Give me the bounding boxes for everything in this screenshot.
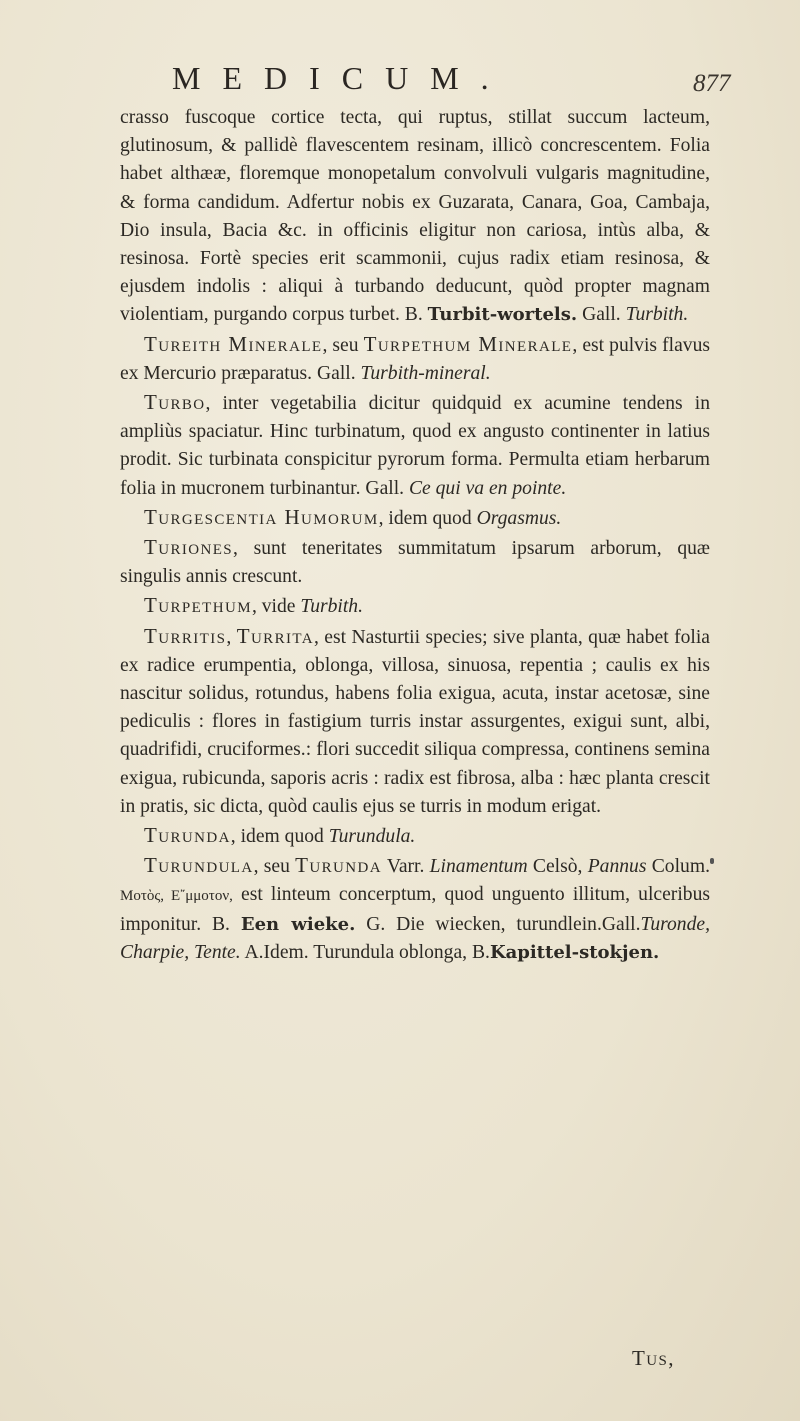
entry-turbo: Turbo, inter vegetabilia dicitur quidquid ex acumine tendens in ampliùs spaciatur. Hinc turbinatum, quod ex angusto continenter in latius prodit. Sic turbinata conspicitur pyrorum forma. Permulta etiam herbarum folia in mucronem turbinantur. Gall. Ce qui va en pointe. [120,390,710,499]
dutch-term: Een wieke. [240,913,356,935]
headword: Tureith Minerale [144,331,323,356]
dictionary-text [120,104,710,967]
entry-turbith-continuation: crasso fuscoque cortice tecta, qui ruptus, stillat succum lacteum, glutinosum, & pallidè flavescentem resinam, illicò concrescentem. Folia habet althææ, floremque monopetalum convolvuli vulgaris magnitudine, & forma candidum. Adfertur nobis ex Guzarata, Canara, Goa, Cambaja, Dio insula, Bacia &c. in officinis eligitur non cariosa, intùs alba, & resinosa. Fortè species erit scammonii, cujus radix etiam resinosa, & ejusdem indolis : aliqui à turbando deducunt, quòd propter magnam violentiam, purgando corpus turbet. B. Turbit-wortels. Gall. Turbith. [120,107,710,326]
headword: Turritis [144,623,227,648]
french-term: Turbith. [625,304,689,326]
french-term: Turbith-mineral. [360,362,491,384]
dutch-term: Kapittel-stokjen. [489,941,660,963]
headword: Turiones [144,535,234,560]
entry-turundula: Turundula, seu Turunda Varr. Linamentum Celsò, Pannus Colum. Μοτὸς, Ε῎μμοτον, est linteum concerptum, quod unguento illitum, ulceribus imponitur. B. Een wieke. G. Die wiecken, turundlein.Gall.Turonde, Charpie, Tente. A.Idem. Turundula oblonga, B.Kapittel-stokjen. [120,853,710,963]
headword: Turundula [144,853,254,878]
cross-reference: Orgasmus. [476,507,562,529]
entry-turiones: Turiones, sunt teneritates summitatum ipsarum arborum, quæ singulis annis crescunt. [120,535,710,588]
headword: Turpethum Minerale [363,331,573,356]
page-header [0,60,800,100]
cross-reference: Turundula. [328,826,416,848]
running-head: MEDICUM. [172,60,511,96]
french-term: Ce qui va en pointe. [408,477,567,499]
cross-reference: Turbith. [300,596,363,618]
catchword: Tus, [632,1346,675,1370]
entry-turritis: Turritis, Turrita, est Nasturtii species; sive planta, quæ habet folia ex radice erumpentia, oblonga, villosa, sinuosa, repentia ; caulis ex his nascitur solidus, rotundus, habens folia exigua, acuta, instar acetosæ, sine pediculis : flores in fastigium turris instar assurgentes, exigui sunt, albi, quadrifidi, cruciformes.: flori succedit siliqua compressa, continens semina exigua, rubicunda, saporis acris : radix est fibrosa, alba : hæc planta crescit in pratis, sic dicta, quòd caulis ejus se turris in modum erigat. [120,623,710,817]
greek-term: Μοτὸς, Ε῎μμοτον, [120,888,233,905]
french-term: Turonde, Charpie, Tente. [120,913,710,963]
headword: Turgescentia Humorum [144,504,379,529]
headword: Turbo [144,390,206,415]
ink-speck [710,858,714,864]
headword: Turunda [295,853,382,878]
entry-turgescentia: Turgescentia Humorum, idem quod Orgasmus. [144,504,562,529]
headword: Turunda [144,823,231,848]
page-number: 877 [693,70,731,97]
entry-tureith-minerale: Tureith Minerale, seu Turpethum Minerale, est pulvis flavus ex Mercurio præparatus. Gall. Turbith-mineral. [120,331,710,384]
headword: Turrita [236,623,314,648]
entry-turunda: Turunda, idem quod Turundula. [144,823,416,848]
dutch-term: Turbit-wortels. [427,304,578,326]
headword: Turpethum [144,593,252,618]
entry-turpethum: Turpethum, vide Turbith. [144,593,363,618]
